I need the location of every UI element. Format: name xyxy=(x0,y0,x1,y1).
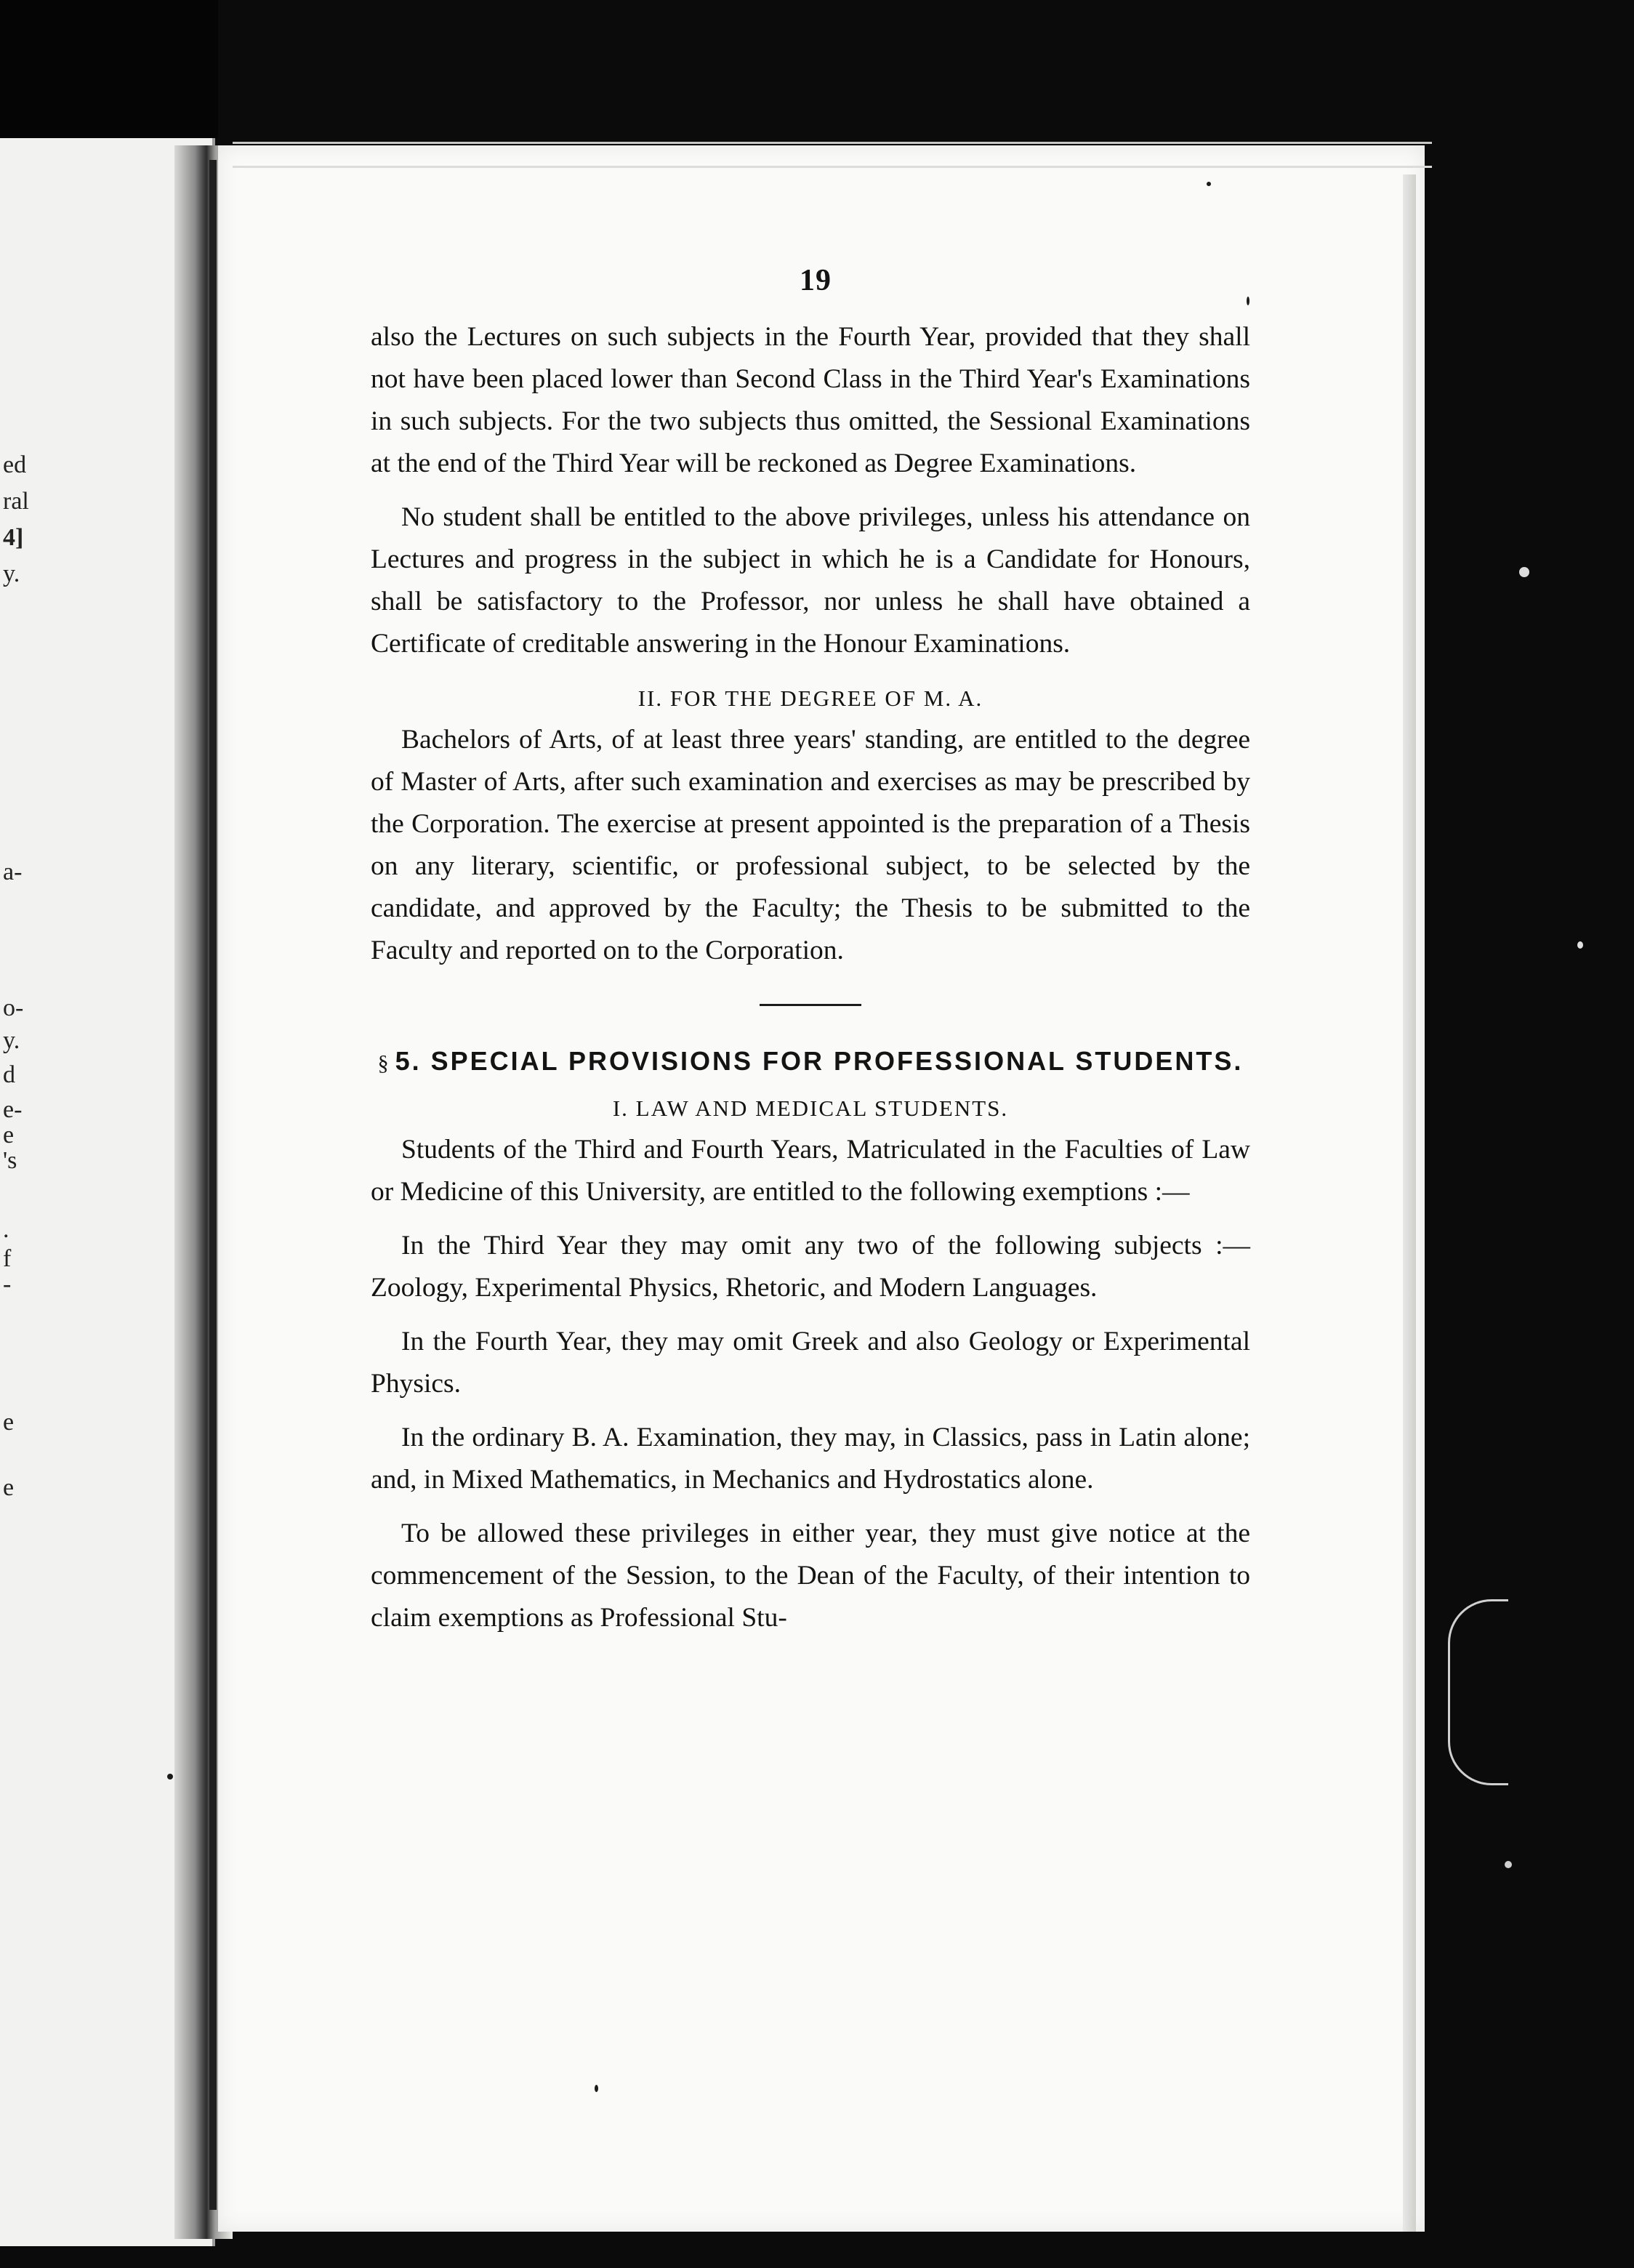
subheading-ma-degree: II. FOR THE DEGREE OF M. A. xyxy=(637,685,983,711)
hair-artifact xyxy=(1448,1599,1508,1785)
scan-speck xyxy=(1577,941,1583,949)
paragraph: Bachelors of Arts, of at least three years' standing, are entitled to the degree of Master of Arts, after such examination and exercises as may be prescribed by the Corporation. The exercise at present appointed is the preparation of a Thesis on any literary, scientific, or professional subject, to be selected by the candidate, and approved by the Faculty; the Thesis to be submitted to the Faculty and reported on to the Corporation. xyxy=(371,725,1250,965)
scan-speck xyxy=(1247,297,1249,305)
facing-page-text-fragments: ed ral 4] y. a- o- y. d e- e 's . f - e e xyxy=(3,451,29,1501)
scan-speck xyxy=(1519,567,1529,577)
scan-speck xyxy=(1207,182,1211,186)
section-heading xyxy=(371,1042,1250,1082)
paragraph: Students of the Third and Fourth Years, Matriculated in the Faculties of Law or Medicine of this University, are entitled to the following exemptions :— xyxy=(371,1135,1250,1207)
scan-speck xyxy=(1505,1861,1512,1868)
binding-edge-line xyxy=(209,160,217,2210)
paragraph: In the Third Year they may omit any two of the following subjects :—Zoology, Experimental Physics, Rhetoric, and Modern Languages. xyxy=(371,1231,1250,1303)
subheading-law-medical: I. LAW AND MEDICAL STUDENTS. xyxy=(612,1095,1009,1121)
scan-speck xyxy=(167,1774,173,1780)
paragraph: No student shall be entitled to the above privileges, unless his attendance on Lectures and progress in the subject in which he is a Candidate for Honours, shall be satisfactory to the Professor, nor unless he shall have obtained a Certificate of creditable answering in the Honour Examinations. xyxy=(371,502,1250,659)
paragraph: In the ordinary B. A. Examination, they may, in Classics, pass in Latin alone; and, in Mixed Mathematics, in Mechanics and Hydrostatics alone. xyxy=(371,1423,1250,1495)
section-title: 5. SPECIAL PROVISIONS FOR PROFESSIONAL STUDENTS. xyxy=(395,1046,1244,1076)
section-divider xyxy=(760,1004,861,1006)
paragraph: In the Fourth Year, they may omit Greek and also Geology or Experimental Physics. xyxy=(371,1327,1250,1399)
scan-frame xyxy=(0,0,218,138)
page-stack-edge xyxy=(233,142,1432,168)
section-mark: § xyxy=(377,1051,391,1075)
paragraph: To be allowed these privileges in either year, they must give notice at the commencement of the Session, to the Dean of the Faculty, of their intention to claim exemptions as Professional Stu- xyxy=(371,1519,1250,1633)
page-number: 19 xyxy=(800,264,832,297)
scan-speck xyxy=(595,2085,598,2092)
paragraph: also the Lectures on such subjects in the Fourth Year, provided that they shall not have been placed lower than Second Class in the Third Year's Examinations in such subjects. For the two subjects thus omitted, the Sessional Examinations at the end of the Third Year will be reckoned as Degree Examinations. xyxy=(371,322,1250,478)
page-body xyxy=(371,316,1250,1639)
page-fore-edge xyxy=(1403,174,1416,2232)
